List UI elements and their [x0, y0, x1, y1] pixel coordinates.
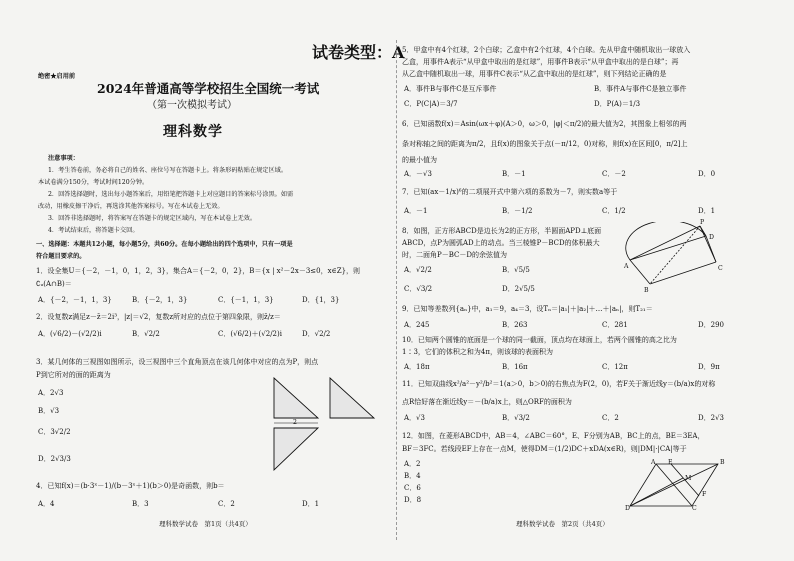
fig-label-f: F — [702, 491, 707, 498]
notice-item: 本试卷满分150分，考试时间120分钟。 — [38, 179, 149, 186]
notice-item: 4．考试结束后，将答题卡交回。 — [48, 227, 139, 234]
q1-option-b: B．{－2，1，3} — [132, 296, 188, 304]
side-view-triangle — [330, 378, 374, 418]
edge-ab — [630, 260, 650, 284]
q12-option-c: C．6 — [404, 484, 421, 492]
fig-label-m: M — [685, 475, 692, 482]
q5-option-b: B．事件A与事件C是独立事件 — [594, 85, 687, 93]
fig-label-d: D — [709, 234, 714, 241]
q6-option-d: D．0 — [698, 170, 716, 178]
segment-dm — [630, 478, 683, 506]
q8-stem-cont: ABCD，点P为圆弧AD上的动点。当三棱锥P－BCD的体积最大 — [402, 239, 600, 247]
q12-option-b: B．4 — [404, 472, 421, 480]
three-view-figure — [270, 372, 388, 476]
q9-option-b: B．263 — [502, 321, 528, 329]
exam-title: 2024年普通高等学校招生全国统一考试 — [97, 81, 320, 96]
page-footer: 理科数学试卷 第2页（共4页） — [516, 520, 609, 528]
q4-option-b: B．3 — [132, 500, 149, 508]
q9-stem: 9．已知等差数列{aₙ}中，a₁＝9，a₄＝3，设Tₙ＝|a₁|＋|a₂|＋…＋|aₙ|，则T₂₁＝ — [402, 305, 653, 313]
q6-option-a: A．－√3 — [404, 170, 432, 178]
q8-figure — [620, 222, 720, 292]
q5-stem: 5．甲盒中有4个红球，2个白球；乙盒中有2个红球，4个白球。先从甲盒中随机取出一球放入 — [402, 46, 691, 54]
fig-label-c: C — [692, 505, 697, 512]
section-heading: 一、选择题：本题共12小题，每小题5分，共60分。在每小题给出的四个选项中，只有一项是 — [36, 241, 293, 248]
q3-option-b: B．√3 — [38, 407, 60, 415]
semicircle-arc — [626, 222, 706, 260]
q5-option-c: C．P(C|A)＝3/7 — [404, 100, 458, 108]
fig-label-d: D — [625, 505, 630, 512]
q2-option-b: B．√2/2 — [132, 330, 160, 338]
q7-option-d: D．1 — [698, 207, 716, 215]
q5-option-d: D．P(A)＝1/3 — [594, 100, 641, 108]
q6-stem: 6．已知函数f(x)＝Asin(ωx＋φ)(A＞0，ω＞0，|φ|＜π/2)的最大值为2，其图象上相邻的两 — [402, 120, 687, 128]
q3-stem: 3．某几何体的三视图如图所示，设三视图中三个直角顶点在该几何体中对应的点为P，则点 — [36, 358, 319, 366]
q5-stem-cont: 从乙盒中随机取出一球，用事件C表示“从乙盒中取出的是红球”，则下列结论正确的是 — [402, 70, 667, 78]
paper-type: 试卷类型：A — [312, 43, 405, 62]
q2-option-a: A．(√6/2)－(√2/2)i — [38, 330, 102, 338]
q7-option-a: A．－1 — [404, 207, 428, 215]
q11-option-d: D．2√3 — [698, 414, 724, 422]
fig-label-a: A — [624, 263, 629, 270]
notice-item: 2．回答选择题时，选出每小题答案后，用铅笔把答题卡上对应题目的答案标号涂黑。如需 — [48, 191, 294, 198]
q6-stem-cont: 的最小值为 — [402, 156, 437, 164]
q9-option-c: C．281 — [602, 321, 628, 329]
confidential-mark: 绝密★启用前 — [38, 73, 76, 80]
q5-stem-cont: 乙盒，用事件A表示“从甲盒中取出的是红球”，用事件B表示“从甲盒中取出的是白球”；再 — [402, 58, 679, 66]
q9-option-a: A．245 — [404, 321, 430, 329]
q12-rhombus-figure — [626, 458, 726, 512]
q10-option-c: C．12π — [602, 363, 628, 371]
fig-label-p: P — [700, 219, 705, 226]
notice-heading: 注意事项： — [48, 155, 79, 162]
fig-label-b: B — [644, 287, 649, 294]
subject-title: 理科数学 — [163, 124, 223, 140]
q2-stem: 2．设复数z满足z－z̄＝2i³，|z|＝√2，复数z所对应的点位于第四象限，则z̄/z＝ — [36, 313, 281, 321]
exam-subtitle: （第一次模拟考试） — [147, 100, 237, 111]
q1-stem-cont: ∁ᵤ(A∩B)＝ — [36, 280, 72, 288]
q4-option-d: D．1 — [302, 500, 320, 508]
edge-ad — [630, 236, 706, 260]
q10-stem: 10．已知两个圆锥的底面是一个球的同一截面，顶点均在球面上，若两个圆锥的高之比为 — [402, 336, 677, 344]
q2-option-c: C．(√6/2)＋(√2/2)i — [218, 330, 282, 338]
q11-option-a: A．√3 — [404, 414, 425, 422]
q10-option-b: B．16π — [502, 363, 528, 371]
q7-option-c: C．1/2 — [602, 207, 626, 215]
q10-stem-cont: 1∶3，它们的体积之和为4π，则该球的表面积为 — [402, 348, 553, 356]
q12-option-d: D．8 — [404, 496, 422, 504]
top-view-triangle — [274, 428, 318, 470]
q8-stem: 8．如图，正方形ABCD是边长为2的正方形，半圆面APD⊥底面 — [402, 227, 602, 235]
q8-option-c: C．√3/2 — [404, 285, 433, 293]
q3-option-a: A．2√3 — [38, 389, 64, 397]
q1-option-a: A．{－2，－1，1，3} — [38, 296, 112, 304]
q4-option-a: A．4 — [38, 500, 55, 508]
notice-item: 1．考生答卷前，务必将自己的姓名、座位号写在答题卡上。将条形码粘贴在规定区域。 — [48, 167, 288, 174]
q11-option-b: B．√3/2 — [502, 414, 530, 422]
q4-stem: 4．已知f(x)＝(b·3ˣ－1)/(b－3ˣ＋1)(b＞0)是奇函数，则b＝ — [36, 482, 225, 490]
fig-label-e: E — [668, 459, 673, 466]
q9-option-d: D．290 — [698, 321, 724, 329]
q10-option-d: D．9π — [698, 363, 720, 371]
q8-option-a: A．√2/2 — [404, 266, 432, 274]
q1-option-c: C．{－1，1，3} — [218, 296, 274, 304]
edge-pc — [700, 226, 716, 262]
section-heading-cont: 符合题目要求的。 — [36, 253, 86, 260]
diagonal-ac — [656, 464, 692, 506]
q1-option-d: D．{1，3} — [302, 296, 340, 304]
q1-stem: 1．设全集U＝{－2，－1，0，1，2，3}，集合A＝{－2，0，2}，B＝{x | x²－2x－3≤0，x∈Z}，则 — [36, 267, 361, 275]
q4-option-c: C．2 — [218, 500, 235, 508]
figure-dimension-label: 2 — [293, 419, 297, 426]
q8-option-b: B．√5/5 — [502, 266, 530, 274]
q12-stem-cont: BF＝3FC。若线段EF上存在一点M，使得DM＝(1/2)DC＋xDA(x∈R)，则|DM|·|CA|等于 — [402, 445, 687, 453]
q8-option-d: D．2√5/5 — [502, 285, 535, 293]
fig-label-b: B — [720, 459, 725, 466]
front-view-triangle — [274, 378, 318, 418]
q3-option-c: C．3√2/2 — [38, 428, 71, 436]
q6-option-c: C．－2 — [602, 170, 626, 178]
q10-option-a: A．18π — [404, 363, 430, 371]
page-2 — [398, 0, 794, 561]
q7-option-b: B．－1/2 — [502, 207, 533, 215]
notice-item: 改动，用橡皮擦干净后，再选涂其他答案标号。写在本试卷上无效。 — [38, 203, 224, 210]
q2-option-d: D．√2/2 — [302, 330, 331, 338]
q11-option-c: C．2 — [602, 414, 619, 422]
q11-stem-cont: 点R恰好落在渐近线y＝－(b/a)x上，则△ORF的面积为 — [402, 398, 572, 406]
q12-stem: 12．如图，在菱形ABCD中，AB＝4，∠ABC＝60°，E、F分别为AB，BC上的点，BE＝3EA， — [402, 432, 705, 440]
q5-option-a: A．事件B与事件C是互斥事件 — [404, 85, 497, 93]
edge-pa — [630, 226, 700, 260]
fig-label-a: A — [651, 459, 656, 466]
fig-label-c: C — [718, 265, 723, 272]
q8-stem-cont: 时，二面角P－BC－D的余弦值为 — [402, 251, 507, 259]
q3-option-d: D．2√3/3 — [38, 455, 71, 463]
q11-stem: 11．已知双曲线x²/a²－y²/b²＝1(a＞0，b＞0)的右焦点为F(2，0)，若F关于渐近线y＝(b/a)x的对称 — [402, 380, 716, 388]
edge-bc — [650, 262, 716, 284]
notice-item: 3．回答非选择题时，将答案写在答题卡的规定区域内，写在本试卷上无效。 — [48, 215, 257, 222]
q6-stem-cont: 条对称轴之间的距离为π/2，且f(x)的图象关于点(－π/12，0)对称，则f(x)在区间[0，π/2]上 — [402, 140, 688, 148]
q3-stem-cont: P到它所对的面的距离为 — [36, 371, 111, 379]
q6-option-b: B．－1 — [502, 170, 526, 178]
q7-stem: 7．已知(ax－1/x)⁶的二项展开式中第六项的系数为－7，则实数a等于 — [402, 188, 618, 196]
q12-option-a: A．2 — [404, 460, 421, 468]
page-footer: 理科数学试卷 第1页（共4页） — [159, 520, 252, 528]
